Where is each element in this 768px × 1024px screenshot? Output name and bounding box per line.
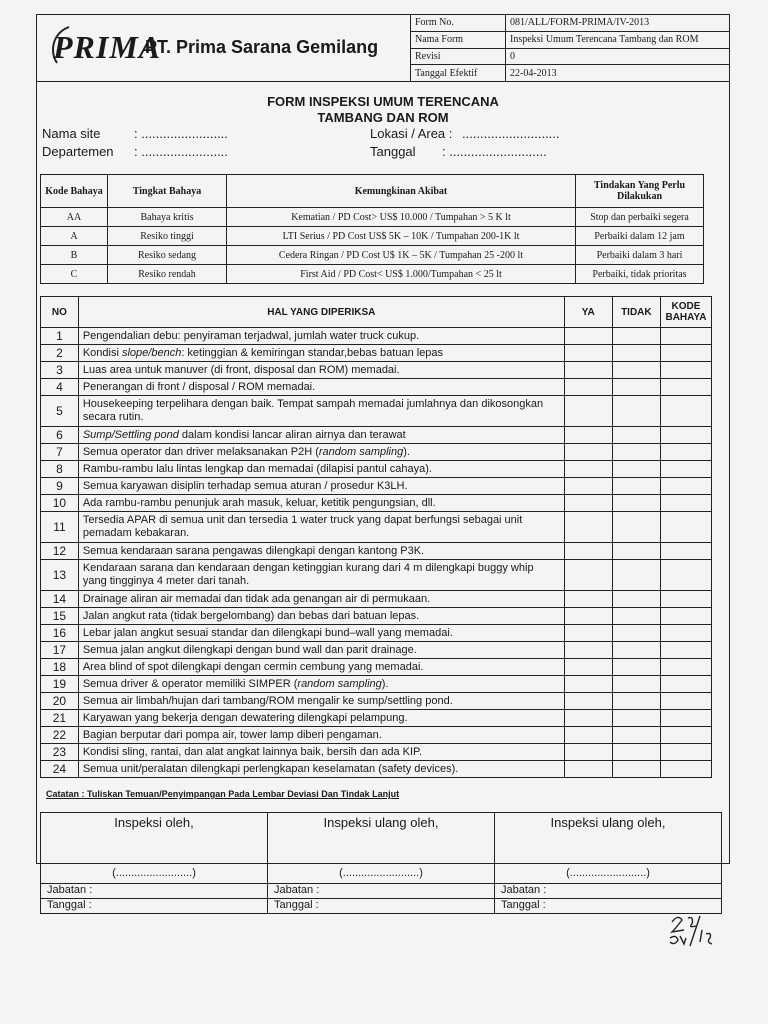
signature-box-ulang-2[interactable]: [495, 813, 722, 884]
checkbox-ya[interactable]: [564, 345, 612, 362]
checklist-header-ya: YA: [564, 297, 612, 328]
signature-box-ulang-1[interactable]: [268, 813, 495, 884]
form-title-line2: TAMBANG DAN ROM: [317, 110, 449, 125]
kode-bahaya-cell[interactable]: [660, 642, 711, 659]
meta-value: 22-04-2013: [506, 65, 730, 82]
kode-bahaya-cell[interactable]: [660, 478, 711, 495]
kode-bahaya-cell[interactable]: [660, 396, 711, 427]
checkbox-tidak[interactable]: [612, 495, 660, 512]
checkbox-tidak[interactable]: [612, 659, 660, 676]
checkbox-ya[interactable]: [564, 461, 612, 478]
checkbox-ya[interactable]: [564, 608, 612, 625]
signature-title: Inspeksi oleh,: [114, 815, 194, 830]
meta-key: Revisi: [411, 48, 506, 65]
kode-bahaya-cell[interactable]: [660, 362, 711, 379]
tanggal-sign-field[interactable]: Tanggal :: [495, 899, 722, 914]
catatan-note: Catatan : Tuliskan Temuan/Penyimpangan Pada Lembar Deviasi Dan Tindak Lanjut: [46, 789, 400, 799]
checklist-row: [41, 495, 712, 512]
checkbox-tidak[interactable]: [612, 727, 660, 744]
kode-bahaya-cell[interactable]: [660, 591, 711, 608]
handwritten-date-initials: [666, 912, 726, 952]
signature-table: [40, 812, 722, 914]
checklist-row: [41, 608, 712, 625]
checklist-row: [41, 461, 712, 478]
checkbox-tidak[interactable]: [612, 676, 660, 693]
legend-cell: Cedera Ringan / PD Cost U$ 1K – 5K / Tumpahan 25 -200 lt: [227, 246, 576, 265]
legend-cell: AA: [41, 208, 108, 227]
legend-header: Kemungkinan Akibat: [227, 175, 576, 208]
checkbox-ya[interactable]: [564, 362, 612, 379]
checklist-no: 11: [41, 512, 79, 543]
checklist-item-text: Area blind of spot dilengkapi dengan cermin cembung yang memadai.: [78, 659, 564, 676]
kode-bahaya-cell[interactable]: [660, 625, 711, 642]
legend-row: [41, 208, 704, 227]
checklist-no: 7: [41, 444, 79, 461]
checklist-row: [41, 444, 712, 461]
checklist-item-text: Jalan angkut rata (tidak bergelombang) dan bebas dari batuan lepas.: [78, 608, 564, 625]
checklist-row: [41, 362, 712, 379]
checklist-item-text: Kondisi sling, rantai, dan alat angkat lainnya baik, bersih dan ada KIP.: [78, 744, 564, 761]
tanggal-row: [41, 899, 722, 914]
checkbox-ya[interactable]: [564, 560, 612, 591]
checklist-no: 20: [41, 693, 79, 710]
meta-row: [411, 65, 730, 82]
kode-bahaya-cell[interactable]: [660, 608, 711, 625]
legend-cell: LTI Serius / PD Cost US$ 5K – 10K / Tumpahan 200-1K lt: [227, 227, 576, 246]
checklist-row: [41, 727, 712, 744]
meta-row: [411, 48, 730, 65]
checklist-row: [41, 560, 712, 591]
meta-key: Tanggal Efektif: [411, 65, 506, 82]
checklist-no: 8: [41, 461, 79, 478]
legend-cell: A: [41, 227, 108, 246]
checkbox-tidak[interactable]: [612, 543, 660, 560]
checklist-no: 9: [41, 478, 79, 495]
kode-bahaya-cell[interactable]: [660, 328, 711, 345]
checklist-header-item: HAL YANG DIPERIKSA: [78, 297, 564, 328]
tanggal-field[interactable]: : ...........................: [442, 144, 547, 159]
checklist-item-text: Ada rambu-rambu penunjuk arah masuk, keluar, ketitik pengungsian, dll.: [78, 495, 564, 512]
checkbox-ya[interactable]: [564, 727, 612, 744]
jabatan-field[interactable]: Jabatan :: [41, 884, 268, 899]
checklist-no: 5: [41, 396, 79, 427]
checklist-item-text: Semua air limbah/hujan dari tambang/ROM mengalir ke sump/settling pond.: [78, 693, 564, 710]
checklist-body: [41, 328, 712, 778]
checkbox-tidak[interactable]: [612, 328, 660, 345]
kode-bahaya-cell[interactable]: [660, 495, 711, 512]
checklist-item-text: Lebar jalan angkut sesuai standar dan dilengkapi bund–wall yang memadai.: [78, 625, 564, 642]
legend-header: Kode Bahaya: [41, 175, 108, 208]
signature-title: Inspeksi ulang oleh,: [323, 815, 439, 830]
checklist-no: 22: [41, 727, 79, 744]
kode-bahaya-cell[interactable]: [660, 693, 711, 710]
checkbox-ya[interactable]: [564, 444, 612, 461]
inspection-checklist-table: [40, 296, 712, 778]
checklist-no: 15: [41, 608, 79, 625]
meta-key: Nama Form: [411, 31, 506, 48]
signature-title: Inspeksi ulang oleh,: [550, 815, 666, 830]
checkbox-ya[interactable]: [564, 659, 612, 676]
checklist-row: [41, 543, 712, 560]
legend-cell: B: [41, 246, 108, 265]
lokasi-label: Lokasi / Area :: [370, 126, 453, 141]
checklist-row: [41, 345, 712, 362]
tanggal-label: Tanggal: [370, 144, 416, 159]
lokasi-field[interactable]: ...........................: [462, 126, 560, 141]
kode-bahaya-cell[interactable]: [660, 427, 711, 444]
checkbox-tidak[interactable]: [612, 560, 660, 591]
signature-box-inspeksi[interactable]: [41, 813, 268, 884]
checklist-item-text: Tersedia APAR di semua unit dan tersedia 1 water truck yang dapat berfungsi sebagai unit pemadam kebakaran.: [78, 512, 564, 543]
checklist-item-text: Rambu-rambu lalu lintas lengkap dan memadai (dilapisi pantul cahaya).: [78, 461, 564, 478]
nama-site-label: Nama site: [42, 126, 101, 141]
checklist-row: [41, 478, 712, 495]
legend-cell: First Aid / PD Cost< US$ 1.000/Tumpahan < 25 lt: [227, 265, 576, 284]
checkbox-ya[interactable]: [564, 744, 612, 761]
kode-bahaya-cell[interactable]: [660, 560, 711, 591]
checklist-row: [41, 512, 712, 543]
checkbox-tidak[interactable]: [612, 693, 660, 710]
legend-cell: Resiko sedang: [108, 246, 227, 265]
kode-bahaya-cell[interactable]: [660, 744, 711, 761]
checklist-row: [41, 761, 712, 778]
checklist-row: [41, 396, 712, 427]
kode-bahaya-cell[interactable]: [660, 659, 711, 676]
legend-cell: Resiko rendah: [108, 265, 227, 284]
checkbox-ya[interactable]: [564, 710, 612, 727]
checklist-row: [41, 591, 712, 608]
form-meta-table: [410, 14, 730, 82]
checklist-item-text: Drainage aliran air memadai dan tidak ada genangan air di permukaan.: [78, 591, 564, 608]
checkbox-tidak[interactable]: [612, 761, 660, 778]
jabatan-field[interactable]: Jabatan :: [268, 884, 495, 899]
checklist-row: [41, 328, 712, 345]
checklist-item-text: Luas area untuk manuver (di front, disposal dan ROM) memadai.: [78, 362, 564, 379]
checklist-header-no: NO: [41, 297, 79, 328]
jabatan-field[interactable]: Jabatan :: [495, 884, 722, 899]
checkbox-ya[interactable]: [564, 379, 612, 396]
departemen-field[interactable]: : ........................: [134, 144, 228, 159]
hazard-legend-table: [40, 174, 704, 284]
legend-cell: Perbaiki dalam 12 jam: [576, 227, 704, 246]
checklist-no: 18: [41, 659, 79, 676]
form-title-line1: FORM INSPEKSI UMUM TERENCANA: [267, 94, 499, 109]
checkbox-tidak[interactable]: [612, 396, 660, 427]
checklist-no: 24: [41, 761, 79, 778]
legend-row: [41, 265, 704, 284]
kode-bahaya-cell[interactable]: [660, 461, 711, 478]
checklist-header-kode: KODE BAHAYA: [660, 297, 711, 328]
legend-header-row: [41, 175, 704, 208]
checklist-item-text: Pengendalian debu: penyiraman terjadwal, jumlah water truck cukup.: [78, 328, 564, 345]
meta-row: [411, 15, 730, 32]
legend-header: Tindakan Yang Perlu Dilakukan: [576, 175, 704, 208]
checklist-no: 2: [41, 345, 79, 362]
meta-value: 0: [506, 48, 730, 65]
checklist-item-text: Semua driver & operator memiliki SIMPER (random sampling).: [78, 676, 564, 693]
meta-key: Form No.: [411, 15, 506, 32]
jabatan-row: [41, 884, 722, 899]
checkbox-tidak[interactable]: [612, 444, 660, 461]
legend-cell: C: [41, 265, 108, 284]
checkbox-ya[interactable]: [564, 625, 612, 642]
kode-bahaya-cell[interactable]: [660, 345, 711, 362]
checkbox-ya[interactable]: [564, 642, 612, 659]
checkbox-tidak[interactable]: [612, 427, 660, 444]
meta-value: 081/ALL/FORM-PRIMA/IV-2013: [506, 15, 730, 32]
checklist-item-text: Kondisi slope/bench: ketinggian & kemiringan standar,bebas batuan lepas: [78, 345, 564, 362]
checklist-item-text: Semua kendaraan sarana pengawas dilengkapi dengan kantong P3K.: [78, 543, 564, 560]
tanggal-sign-field[interactable]: Tanggal :: [41, 899, 268, 914]
nama-site-field[interactable]: : ........................: [134, 126, 228, 141]
checkbox-ya[interactable]: [564, 478, 612, 495]
form-header: [36, 14, 730, 82]
departemen-label: Departemen: [42, 144, 114, 159]
checkbox-tidak[interactable]: [612, 710, 660, 727]
checklist-item-text: Semua jalan angkut dilengkapi dengan bund wall dan parit drainage.: [78, 642, 564, 659]
checklist-item-text: Penerangan di front / disposal / ROM memadai.: [78, 379, 564, 396]
inspection-form-page: [36, 14, 730, 1010]
legend-header: Tingkat Bahaya: [108, 175, 227, 208]
kode-bahaya-cell[interactable]: [660, 710, 711, 727]
legend-row: [41, 246, 704, 265]
checklist-item-text: Semua operator dan driver melaksanakan P2H (random sampling).: [78, 444, 564, 461]
checkbox-ya[interactable]: [564, 761, 612, 778]
checklist-no: 10: [41, 495, 79, 512]
checkbox-tidak[interactable]: [612, 591, 660, 608]
checkbox-ya[interactable]: [564, 591, 612, 608]
kode-bahaya-cell[interactable]: [660, 512, 711, 543]
kode-bahaya-cell[interactable]: [660, 676, 711, 693]
checklist-no: 19: [41, 676, 79, 693]
checkbox-tidak[interactable]: [612, 512, 660, 543]
checklist-no: 6: [41, 427, 79, 444]
signature-name-line: (.........................): [112, 867, 196, 879]
checkbox-tidak[interactable]: [612, 461, 660, 478]
checklist-item-text: Kendaraan sarana dan kendaraan dengan ketinggian kurang dari 4 m dilengkapi buggy whip yang tingginya 4 meter dari tanah.: [78, 560, 564, 591]
checklist-row: [41, 676, 712, 693]
checklist-no: 23: [41, 744, 79, 761]
legend-cell: Kematian / PD Cost> US$ 10.000 / Tumpahan > 5 K lt: [227, 208, 576, 227]
checklist-no: 14: [41, 591, 79, 608]
checkbox-ya[interactable]: [564, 495, 612, 512]
checkbox-tidak[interactable]: [612, 642, 660, 659]
checklist-row: [41, 744, 712, 761]
checklist-item-text: Housekeeping terpelihara dengan baik. Tempat sampah memadai jumlahnya dan dikosongkan secara rutin.: [78, 396, 564, 427]
checklist-row: [41, 427, 712, 444]
checklist-no: 13: [41, 560, 79, 591]
checkbox-tidak[interactable]: [612, 744, 660, 761]
checklist-header-row: [41, 297, 712, 328]
signature-name-line: (.........................): [566, 867, 650, 879]
checklist-item-text: Semua karyawan disiplin terhadap semua aturan / prosedur K3LH.: [78, 478, 564, 495]
checklist-header-tidak: TIDAK: [612, 297, 660, 328]
checklist-row: [41, 693, 712, 710]
checkbox-tidak[interactable]: [612, 608, 660, 625]
legend-row: [41, 227, 704, 246]
company-logo: PRIMA: [53, 29, 162, 65]
legend-cell: Perbaiki, tidak prioritas: [576, 265, 704, 284]
checklist-no: 16: [41, 625, 79, 642]
form-title: [36, 94, 730, 126]
company-block: [36, 14, 410, 82]
legend-cell: Resiko tinggi: [108, 227, 227, 246]
meta-row: [411, 31, 730, 48]
checkbox-tidak[interactable]: [612, 345, 660, 362]
checklist-row: [41, 710, 712, 727]
checklist-no: 4: [41, 379, 79, 396]
checkbox-tidak[interactable]: [612, 625, 660, 642]
checkbox-tidak[interactable]: [612, 362, 660, 379]
meta-value: Inspeksi Umum Terencana Tambang dan ROM: [506, 31, 730, 48]
legend-cell: Stop dan perbaiki segera: [576, 208, 704, 227]
checklist-item-text: Bagian berputar dari pompa air, tower lamp diberi pengaman.: [78, 727, 564, 744]
checkbox-ya[interactable]: [564, 543, 612, 560]
checklist-row: [41, 379, 712, 396]
checkbox-ya[interactable]: [564, 396, 612, 427]
checkbox-tidak[interactable]: [612, 478, 660, 495]
checklist-no: 1: [41, 328, 79, 345]
legend-cell: Perbaiki dalam 3 hari: [576, 246, 704, 265]
checkbox-ya[interactable]: [564, 512, 612, 543]
checkbox-ya[interactable]: [564, 328, 612, 345]
checkbox-tidak[interactable]: [612, 379, 660, 396]
checkbox-ya[interactable]: [564, 676, 612, 693]
kode-bahaya-cell[interactable]: [660, 761, 711, 778]
tanggal-sign-field[interactable]: Tanggal :: [268, 899, 495, 914]
kode-bahaya-cell[interactable]: [660, 543, 711, 560]
company-name: PT. Prima Sarana Gemilang: [145, 37, 379, 57]
checklist-item-text: Karyawan yang bekerja dengan dewatering dilengkapi pelampung.: [78, 710, 564, 727]
signature-row: [41, 813, 722, 884]
checkbox-ya[interactable]: [564, 693, 612, 710]
legend-cell: Bahaya kritis: [108, 208, 227, 227]
checklist-row: [41, 625, 712, 642]
kode-bahaya-cell[interactable]: [660, 444, 711, 461]
checklist-item-text: Semua unit/peralatan dilengkapi perlengkapan keselamatan (safety devices).: [78, 761, 564, 778]
checklist-no: 3: [41, 362, 79, 379]
checklist-no: 17: [41, 642, 79, 659]
kode-bahaya-cell[interactable]: [660, 379, 711, 396]
kode-bahaya-cell[interactable]: [660, 727, 711, 744]
signature-name-line: (.........................): [339, 867, 423, 879]
checkbox-ya[interactable]: [564, 427, 612, 444]
checklist-item-text: Sump/Settling pond dalam kondisi lancar aliran airnya dan terawat: [78, 427, 564, 444]
checklist-row: [41, 642, 712, 659]
checklist-no: 12: [41, 543, 79, 560]
checklist-row: [41, 659, 712, 676]
checklist-no: 21: [41, 710, 79, 727]
